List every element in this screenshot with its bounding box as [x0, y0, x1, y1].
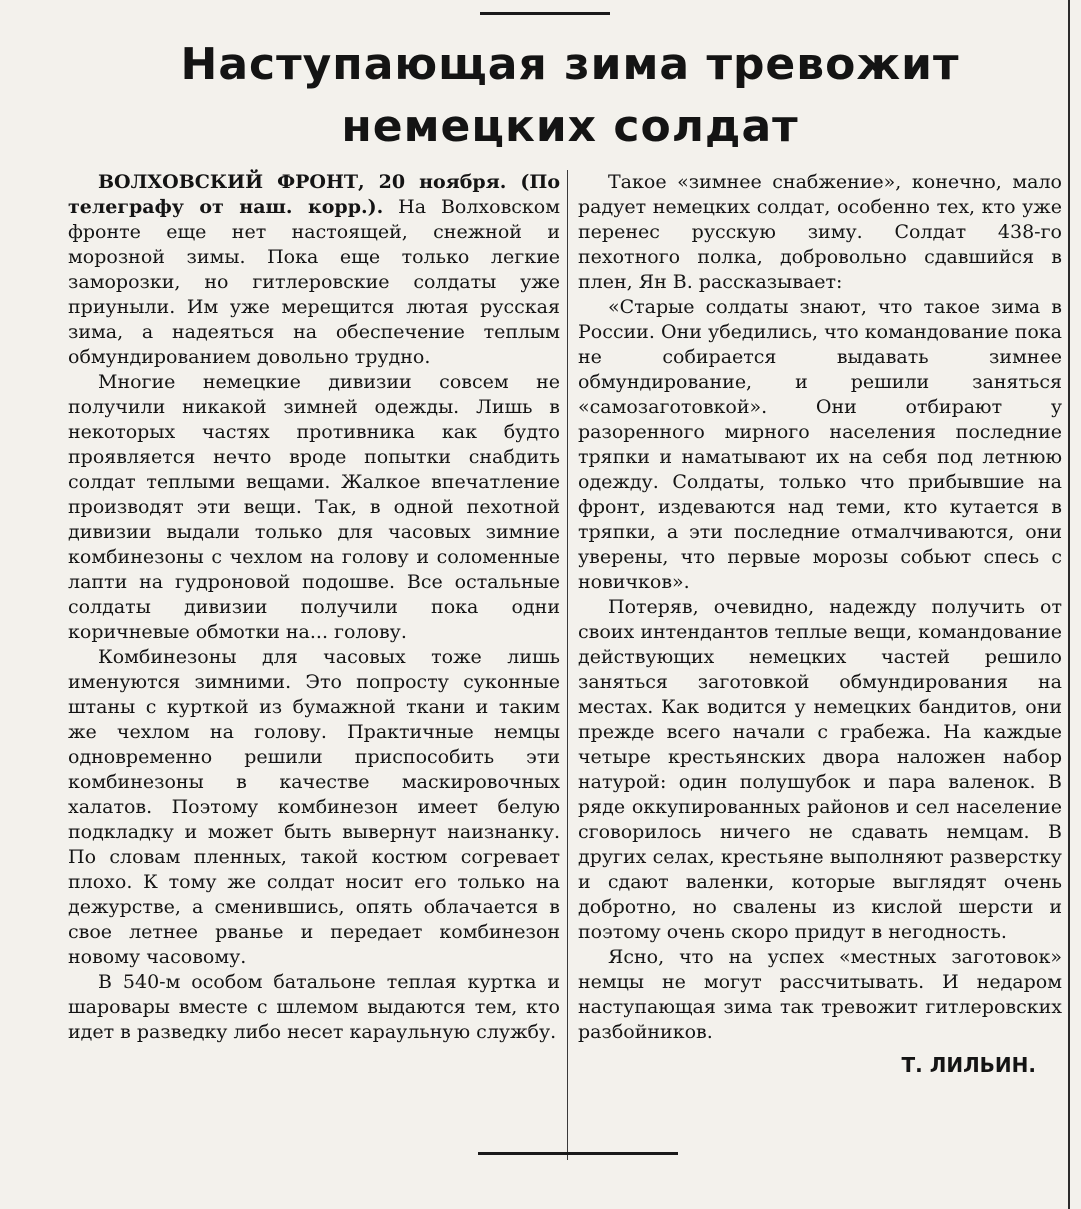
bottom-rule — [478, 1152, 678, 1155]
author-signature: Т. ЛИЛЬИН. — [901, 1053, 1036, 1077]
paragraph-1-text: На Волховском фронте еще нет настоящей, снежной и морозной зимы. Пока еще только легкие заморозки, но гитлеровские солдаты уже приуныли. Им уже мерещится лютая русская зима, а надеяться на обеспечение теплым обмундированием довольно трудно. — [68, 196, 561, 368]
page-edge-rule — [1068, 0, 1070, 1209]
paragraph-1 — [68, 170, 560, 370]
paragraph-2: Многие немецкие дивизии совсем не получили никакой зимней одежды. Лишь в некоторых частях противника как будто проявляется нечто вроде попытки снабдить солдат теплыми вещами. Жалкое впечатление производят эти вещи. Так, в одной пехотной дивизии выдали только для часовых зимние комбинезоны с чехлом на голову и соломенные лапти на гудроновой подошве. Все остальные солдаты дивизии получили пока одни коричневые обмотки на... голову. — [68, 371, 560, 643]
paragraph-4: В 540-м особом батальоне теплая куртка и шаровары вместе с шлемом выдаются тем, кто идет в разведку либо несет караульную службу. — [68, 971, 560, 1043]
left-column — [68, 170, 560, 1045]
headline-line-1: Наступающая зима тревожит — [180, 39, 960, 90]
headline-line-2: немецких солдат — [341, 101, 799, 152]
paragraph-6: «Старые солдаты знают, что такое зима в России. Они убедились, что командование пока не собирается выдавать зимнее обмундирование, и решили заняться «самозаготовкой». Они отбирают у разоренного мирного населения последние тряпки и наматывают их на себя под летнюю одежду. Солдаты, только что прибывшие на фронт, издеваются над теми, кто кутается в тряпки, а эти последние отмалчиваются, они уверены, что первые морозы собьют спесь с новичков». — [578, 296, 1062, 593]
paragraph-3: Комбинезоны для часовых тоже лишь именуются зимними. Это попросту суконные штаны с курткой из бумажной ткани и таким же чехлом на голову. Практичные немцы одновременно решили приспособить эти комбинезоны в качестве маскировочных халатов. Поэтому комбинезон имеет белую подкладку и может быть вывернут наизнанку. По словам пленных, такой костюм согревает плохо. К тому же солдат носит его только на дежурстве, а сменившись, опять облачается в свое летнее рванье и передает комбинезон новому часовому. — [68, 646, 560, 968]
paragraph-5: Такое «зимнее снабжение», конечно, мало радует немецких солдат, особенно тех, кто уже перенес русскую зиму. Солдат 438-го пехотного полка, добровольно сдавшийся в плен, Ян В. рассказывает: — [578, 171, 1062, 293]
right-column — [578, 170, 1062, 1078]
dateline: ВОЛХОВСКИЙ ФРОНТ, 20 ноября. (По телеграфу от наш. корр.). — [68, 171, 560, 218]
paragraph-8: Ясно, что на успех «местных заготовок» немцы не могут рассчитывать. И недаром наступающая зима так тревожит гитлеровских разбойников. — [578, 946, 1062, 1043]
article-headline — [150, 34, 990, 158]
top-rule — [480, 12, 610, 15]
column-divider — [567, 170, 568, 1160]
paragraph-7: Потеряв, очевидно, надежду получить от своих интендантов теплые вещи, командование действующих немецких частей решило заняться заготовкой обмундирования на местах. Как водится у немецких бандитов, они прежде всего начали с грабежа. На каждые четыре крестьянских двора наложен набор натурой: один полушубок и пара валенок. В ряде оккупированных районов и сел население сговорилось ничего не сдавать немцам. В других селах, крестьяне выполняют разверстку и сдают валенки, которые выглядят очень добротно, но свалены из кислой шерсти и поэтому очень скоро придут в негодность. — [578, 596, 1062, 943]
